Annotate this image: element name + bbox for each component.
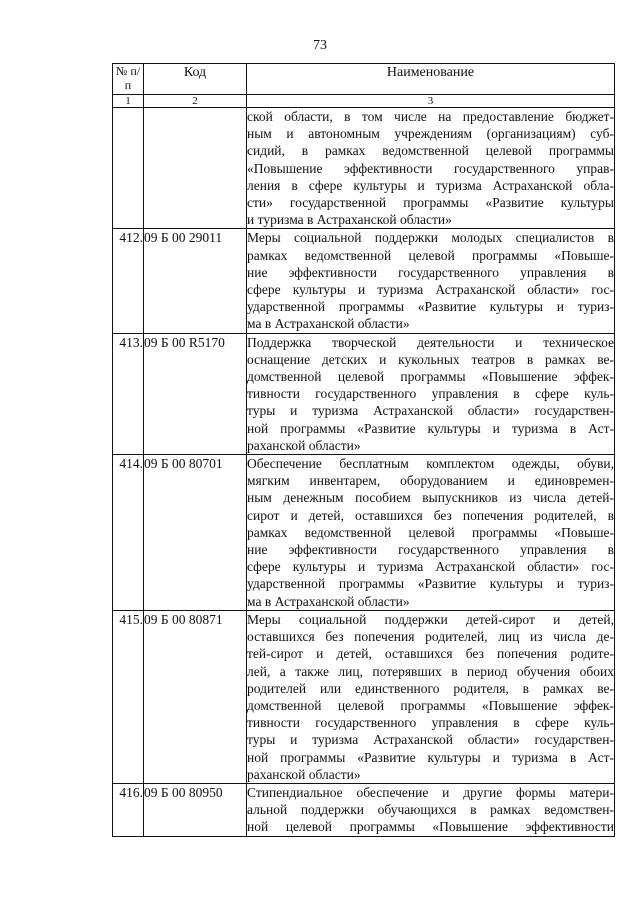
name-line: сти» государственной программы «Развитие культуры <box>247 195 614 211</box>
page-number: 73 <box>313 38 327 53</box>
row-num: 415. <box>113 610 144 783</box>
column-index-3: 3 <box>247 95 615 108</box>
name-line: рамках ведомственной целевой программы «Повыше- <box>247 524 614 540</box>
name-line: рамках ведомственной целевой программы «Повыше- <box>247 247 614 263</box>
name-line: Стипендиальное обеспечение и другие формы матери- <box>247 784 614 800</box>
name-line: оставшихся без попечения родителей, лиц из числа де- <box>247 629 614 645</box>
name-line: раханской области» <box>247 766 361 782</box>
row-name <box>247 455 615 611</box>
row-code: 09 Б 00 29011 <box>144 229 247 333</box>
name-line: ударственной программы «Развитие культуры и туриз- <box>247 576 614 592</box>
name-line: ления в сфере культуры и туризма Астраханской обла- <box>247 177 614 193</box>
row-name <box>247 333 615 454</box>
name-line: туры и туризма Астраханской области» государствен- <box>247 403 614 419</box>
name-line: сфере культуры и туризма Астраханской области» гос- <box>247 559 614 575</box>
name-line: Меры социальной поддержки детей-сирот и детей, <box>247 611 614 627</box>
budget-code-table <box>112 63 615 837</box>
table-row <box>113 455 615 611</box>
name-line: ным и автономным учреждениям (организациям) суб- <box>247 126 614 142</box>
name-line: Обеспечение бесплатным комплектом одежды, обуви, <box>247 456 614 472</box>
name-line: ной программы «Развитие культуры и туризма в Аст- <box>247 420 614 436</box>
header-code: Код <box>144 64 247 95</box>
header-name: Наименование <box>247 64 615 95</box>
table-row <box>113 333 615 454</box>
column-index-2: 2 <box>144 95 247 108</box>
row-num: 414. <box>113 455 144 611</box>
name-line: ной программы «Развитие культуры и туризма в Аст- <box>247 749 614 765</box>
row-name <box>247 610 615 783</box>
name-line: оснащение детских и кукольных театров в рамках ве- <box>247 351 614 367</box>
name-line: ной целевой программы «Повышение эффективности <box>247 819 614 835</box>
name-line: домственной целевой программы «Повышение эффек- <box>247 697 614 713</box>
row-code: 09 Б 00 80701 <box>144 455 247 611</box>
row-num: 413. <box>113 333 144 454</box>
table-row <box>113 229 615 333</box>
name-line: ма в Астраханской области» <box>247 316 410 332</box>
table-row <box>113 783 615 836</box>
name-line: альной поддержки обучающихся в рамках ведомствен- <box>247 802 614 818</box>
name-line: тей-сирот и детей, оставшихся без попечения родите- <box>247 646 614 662</box>
name-line: туры и туризма Астраханской области» государствен- <box>247 732 614 748</box>
name-line: ным денежным пособием выпускников из числа детей- <box>247 490 614 506</box>
row-code: 09 Б 00 R5170 <box>144 333 247 454</box>
name-line: ние эффективности государственного управления в <box>247 542 614 558</box>
name-line: ние эффективности государственного управления в <box>247 264 614 280</box>
row-code: 09 Б 00 80871 <box>144 610 247 783</box>
name-line: лей, а также лиц, потерявших в период обучения обоих <box>247 663 614 679</box>
name-line: ма в Астраханской области» <box>247 593 410 609</box>
row-num: 412. <box>113 229 144 333</box>
name-line: «Повышение эффективности государственного управ- <box>247 160 614 176</box>
name-line: и туризма в Астраханской области» <box>247 212 452 228</box>
row-name <box>247 229 615 333</box>
name-line: тивности государственного управления в сфере куль- <box>247 715 614 731</box>
name-line: сфере культуры и туризма Астраханской области» гос- <box>247 282 614 298</box>
name-line: сирот и детей, оставшихся без попечения родителей, в <box>247 507 614 523</box>
row-code: 09 Б 00 80950 <box>144 783 247 836</box>
name-line: ской области, в том числе на предоставление бюджет- <box>247 109 614 124</box>
column-index-1: 1 <box>113 95 144 108</box>
name-line: Меры социальной поддержки молодых специалистов в <box>247 230 614 246</box>
name-line: сидий, в рамках ведомственной целевой программы <box>247 143 614 159</box>
table-row-continued <box>113 108 615 229</box>
name-line: тивности государственного управления в сфере куль- <box>247 386 614 402</box>
row-num <box>113 108 144 229</box>
name-line: мягким инвентарем, оборудованием и единовремен- <box>247 473 614 489</box>
row-name <box>247 783 615 836</box>
row-num: 416. <box>113 783 144 836</box>
name-line: раханской области» <box>247 437 361 453</box>
name-line: родителей или единственного родителя, в рамках ве- <box>247 680 614 696</box>
row-code <box>144 108 247 229</box>
name-line: Поддержка творческой деятельности и техническое <box>247 334 614 350</box>
row-name <box>247 108 615 229</box>
name-line: домственной целевой программы «Повышение эффек- <box>247 369 614 385</box>
column-index-row <box>113 95 615 108</box>
header-num: № п/п <box>113 64 144 95</box>
table-row <box>113 610 615 783</box>
name-line: ударственной программы «Развитие культуры и туриз- <box>247 299 614 315</box>
table-header-row <box>113 64 615 95</box>
